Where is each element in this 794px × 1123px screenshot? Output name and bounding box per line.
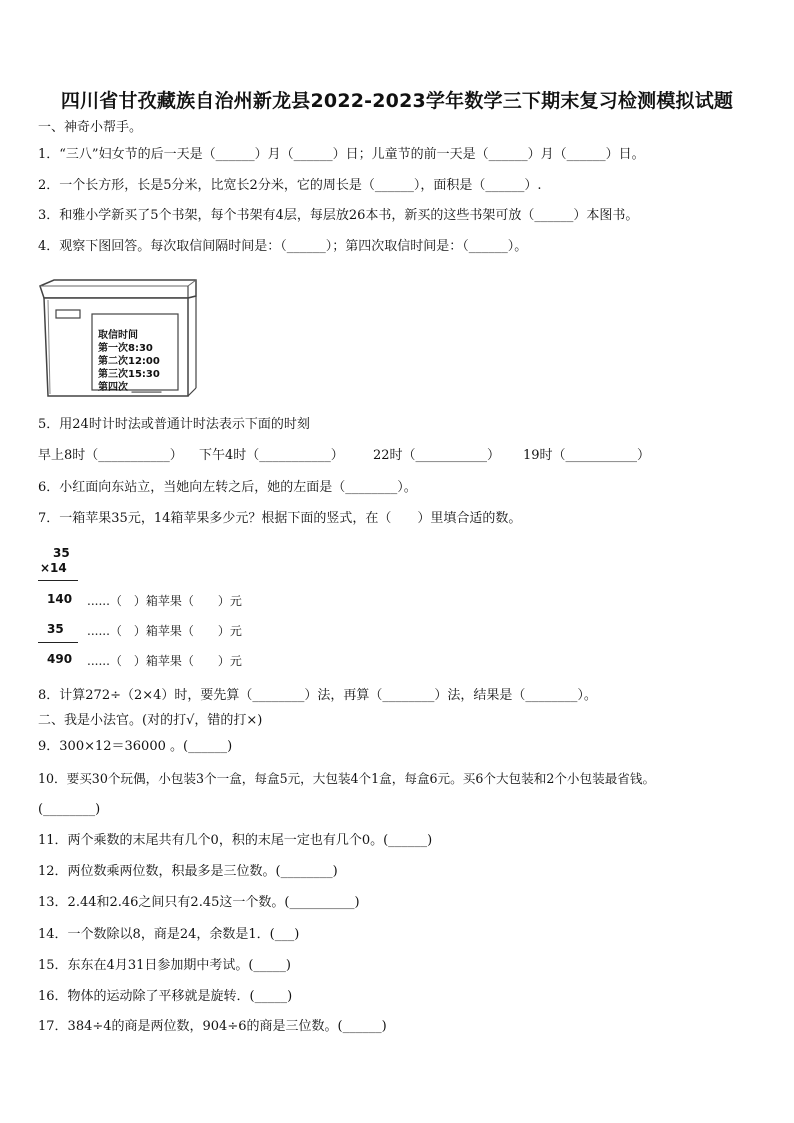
mailbox-label-1: 第一次8:30	[98, 343, 153, 354]
question-5: 5．用24时计时法或普通计时法表示下面的时刻	[38, 417, 310, 432]
question-5-item-b: 下午4时（___________）	[199, 448, 344, 463]
mailbox-label-4: 第四次 ______	[98, 382, 162, 393]
question-16: 16．物体的运动除了平移就是旋转．(_____)	[38, 989, 293, 1004]
calc-top-number: 35	[53, 546, 70, 560]
calc-rule-1	[38, 580, 78, 581]
mailbox-illustration	[38, 278, 200, 404]
mailbox-label-title: 取信时间	[98, 330, 138, 341]
calc-partial-1: 140	[47, 592, 73, 606]
section-heading-1: 一、神奇小帮手。	[38, 120, 143, 135]
question-12: 12．两位数乘两位数，积最多是三位数。(________)	[38, 864, 338, 879]
question-10: 10．要买30个玩偶，小包装3个一盒，每盒5元，大包装4个1盒，每盒6元。买6个大包装和2个小包装最省钱。	[38, 771, 656, 786]
question-11: 11．两个乘数的末尾共有几个0，积的末尾一定也有几个0。(______)	[38, 833, 433, 848]
calc-result: 490	[47, 652, 73, 666]
calc-rule-2	[38, 642, 78, 643]
question-3: 3．和雅小学新买了5个书架，每个书架有4层，每层放26本书，新买的这些书架可放（______）本图书。	[38, 208, 639, 223]
question-15: 15．东东在4月31日参加期中考试。(_____)	[38, 958, 291, 973]
calc-row-text-2: ......（ ）箱苹果（ ）元	[87, 624, 242, 638]
section-heading-2: 二、我是小法官。(对的打√，错的打×)	[38, 713, 263, 728]
question-10-answer: (________)	[38, 802, 101, 817]
calc-multiplier: ×14	[40, 561, 67, 575]
question-4: 4．观察下图回答。每次取信间隔时间是：（______）；第四次取信时间是：（______）。	[38, 239, 528, 254]
question-14: 14．一个数除以8，商是24，余数是1．(___)	[38, 927, 300, 942]
calc-row-text-3: ......（ ）箱苹果（ ）元	[87, 654, 242, 668]
question-13: 13．2.44和2.46之间只有2.45这一个数。(__________)	[38, 895, 360, 910]
question-17: 17．384÷4的商是两位数，904÷6的商是三位数。(______)	[38, 1019, 387, 1034]
question-8: 8．计算272÷（2×4）时，要先算（________）法，再算（________）法，结果是（________）。	[38, 688, 597, 703]
page-title: 四川省甘孜藏族自治州新龙县2022-2023学年数学三下期末复习检测模拟试题	[60, 90, 734, 112]
question-5-item-a: 早上8时（___________）	[38, 448, 183, 463]
calc-row-text-1: ......（ ）箱苹果（ ）元	[87, 594, 242, 608]
question-9: 9．300×12＝36000 。(______)	[38, 739, 233, 754]
question-5-item-c: 22时（___________）	[373, 448, 501, 463]
calc-partial-2: 35	[47, 622, 64, 636]
question-1: 1．“三八”妇女节的后一天是（______）月（______）日；儿童节的前一天是（______）月（______）日。	[38, 147, 645, 162]
mailbox-label-2: 第二次12:00	[98, 356, 160, 367]
question-5-item-d: 19时（___________）	[523, 448, 651, 463]
question-2: 2．一个长方形，长是5分米，比宽长2分米，它的周长是（______），面积是（______）.	[38, 178, 542, 193]
mailbox-label-3: 第三次15:30	[98, 369, 160, 380]
question-7: 7．一箱苹果35元，14箱苹果多少元？根据下面的竖式，在（ ）里填合适的数。	[38, 511, 522, 526]
question-6: 6．小红面向东站立，当她向左转之后，她的左面是（________）。	[38, 480, 417, 495]
